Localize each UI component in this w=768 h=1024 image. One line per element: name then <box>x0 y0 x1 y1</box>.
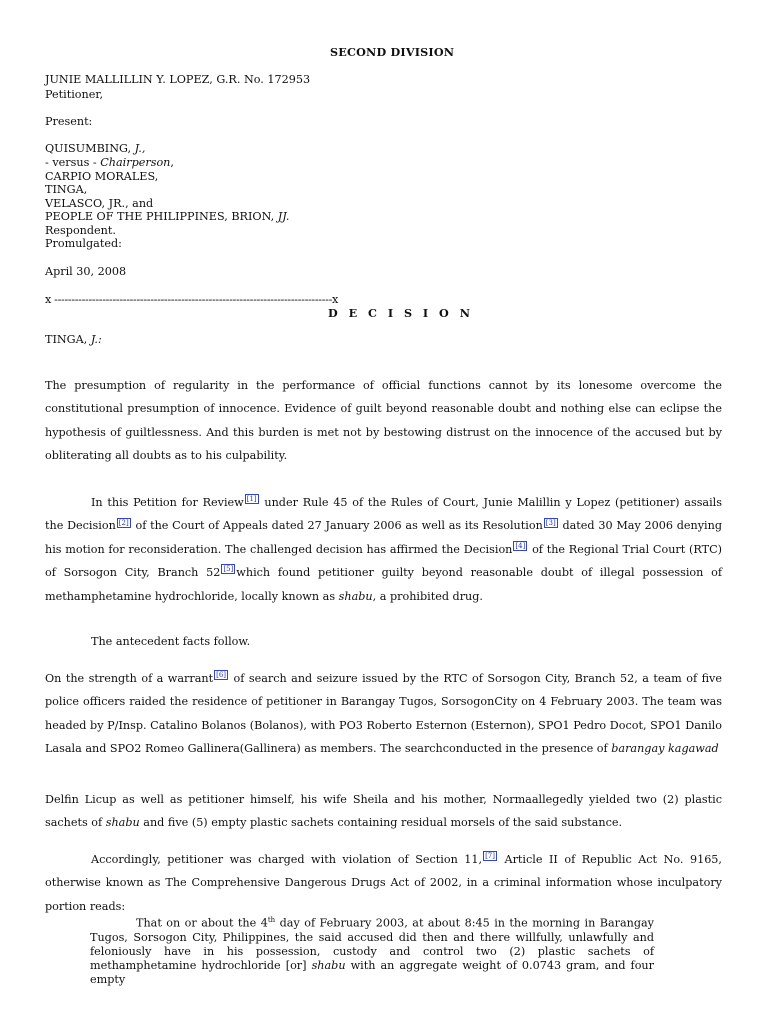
p4-text-b: of search and seizure issued by the RTC of Sorsogon City, Branch 52, a team of five police officers raided the residence of petitioner in Barangay Tugos, SorsogonCity on 4 February 2003. The team was headed by P/Insp. Catalino Bolanos (Bolanos), with PO3 Roberto Esternon (Esternon), SPO1 Pedro Docot, SPO1 Danilo Lasala and SPO2 Romeo Gallinera(Gallinera) as members. The searchconducted in the presence of <box>45 672 722 756</box>
p6-text-b: Article II of Republic Act No. 9165, otherwise known as The Comprehensive Dangerous Drugs Act of 2002, in a criminal information whose inculpatory portion reads: <box>45 853 722 913</box>
footnote-link-2[interactable]: [2] <box>118 518 129 527</box>
promulgated-label: Promulgated: <box>45 237 122 250</box>
paragraph-5 <box>45 788 722 835</box>
respondent-line <box>45 210 289 223</box>
p2-text-f: which found petitioner guilty beyond reasonable doubt of illegal possession of methamphetamine hydrochloride, locally known as <box>45 566 722 603</box>
quote-text-a: That on or about the 4 <box>136 916 268 930</box>
division-heading: SECOND DIVISION <box>330 45 455 59</box>
footnote-link-7[interactable]: [7] <box>485 852 495 861</box>
promulgation-date: April 30, 2008 <box>45 265 127 278</box>
paragraph-2 <box>45 491 722 608</box>
quote-text-d: with an aggregate weight of 0.0743 gram, and four empty <box>90 958 654 986</box>
bench-member-1 <box>45 142 145 155</box>
footnote-link-1[interactable]: [1] <box>246 495 257 504</box>
bench-member-3: TINGA, <box>45 183 88 196</box>
footnote-link-5[interactable]: [5] <box>223 565 234 574</box>
p5-text-c: and five (5) empty plastic sachets containing residual morsels of the said substance. <box>139 816 623 830</box>
footnote-link-3[interactable]: [3] <box>545 518 556 527</box>
chairperson-text: Chairperson <box>100 156 171 169</box>
ponente-line <box>45 333 102 346</box>
separator-line: x ---------------------------------------------------------------------------------x <box>45 293 338 306</box>
chairperson-comma: , <box>170 156 174 169</box>
decision-title: D E C I S I O N <box>328 306 474 320</box>
p2-text-shabu: shabu <box>338 589 373 603</box>
respondent-name: PEOPLE OF THE PHILIPPINES, BRION, <box>45 210 275 223</box>
paragraph-4 <box>45 667 722 761</box>
versus-line <box>45 156 174 169</box>
quote-text-shabu: shabu <box>311 958 346 972</box>
p5-text-shabu: shabu <box>105 816 140 830</box>
ponente-name: TINGA, <box>45 333 88 346</box>
paragraph-6 <box>45 848 722 918</box>
p2-text-e: of the Regional Trial Court (RTC) of Sorsogon City, Branch 52 <box>45 542 723 580</box>
p2-text-h: , a prohibited drug. <box>372 589 483 603</box>
quote-text-b: day of February 2003, at about 8:45 in the morning in Barangay Tugos, Sorsogon City, Philippines, the said accused did then and there willfully, unlawfully and feloniously have in his possession, custody and control two (2) plastic sachets of methamphetamine hydrochloride [or] <box>90 916 654 972</box>
respondent-role: Respondent. <box>45 224 116 237</box>
paragraph-3: The antecedent facts follow. <box>91 635 251 648</box>
petitioner-line: JUNIE MALLILLIN Y. LOPEZ, G.R. No. 172953 <box>45 73 311 86</box>
p2-text-d: dated 30 May 2006 denying his motion for reconsideration. The challenged decision has affirmed the Decision <box>45 519 723 556</box>
p5-text-a: Delfin Licup as well as petitioner himself, his wife Sheila and his mother, Normaallegedly yielded two (2) plastic sachets of <box>45 793 722 830</box>
paragraph-1: The presumption of regularity in the performance of official functions cannot by its lonesome overcome the constitutional presumption of innocence. Evidence of guilt beyond reasonable doubt and nothing else can eclipse the hypothesis of guiltlessness. And this burden is met not by bestowing distrust on the innocence of the accused but by obliterating all doubts as to his culpability. <box>45 379 722 463</box>
information-quote <box>90 913 654 987</box>
p4-text-a: On the strength of a warrant <box>45 672 214 685</box>
bench-member-1-name: QUISUMBING, <box>45 142 132 155</box>
bench-member-1-title: J., <box>134 142 146 155</box>
respondent-title: JJ. <box>277 210 290 223</box>
bench-member-4: VELASCO, JR., and <box>45 197 154 210</box>
ponente-title: J.: <box>90 333 102 346</box>
p2-text-c: of the Court of Appeals dated 27 January 2006 as well as its Resolution <box>131 519 543 533</box>
p2-text-b: under Rule 45 of the Rules of Court, Junie Malillin y Lopez (petitioner) assails the Decision <box>45 496 723 533</box>
footnote-link-4[interactable]: [4] <box>515 542 526 551</box>
present-label: Present: <box>45 115 93 128</box>
p2-text-a: In this Petition for Review <box>91 496 244 509</box>
quote-ordinal-suffix: th <box>267 916 276 924</box>
footnote-link-6[interactable]: [6] <box>216 671 227 680</box>
versus-text: - versus - <box>45 156 97 169</box>
p4-text-barangay-kagawad: barangay kagawad <box>611 742 719 756</box>
bench-member-2: CARPIO MORALES, <box>45 170 159 183</box>
petitioner-role: Petitioner, <box>45 88 104 101</box>
p6-text-a: Accordingly, petitioner was charged with violation of Section 11, <box>91 853 483 866</box>
